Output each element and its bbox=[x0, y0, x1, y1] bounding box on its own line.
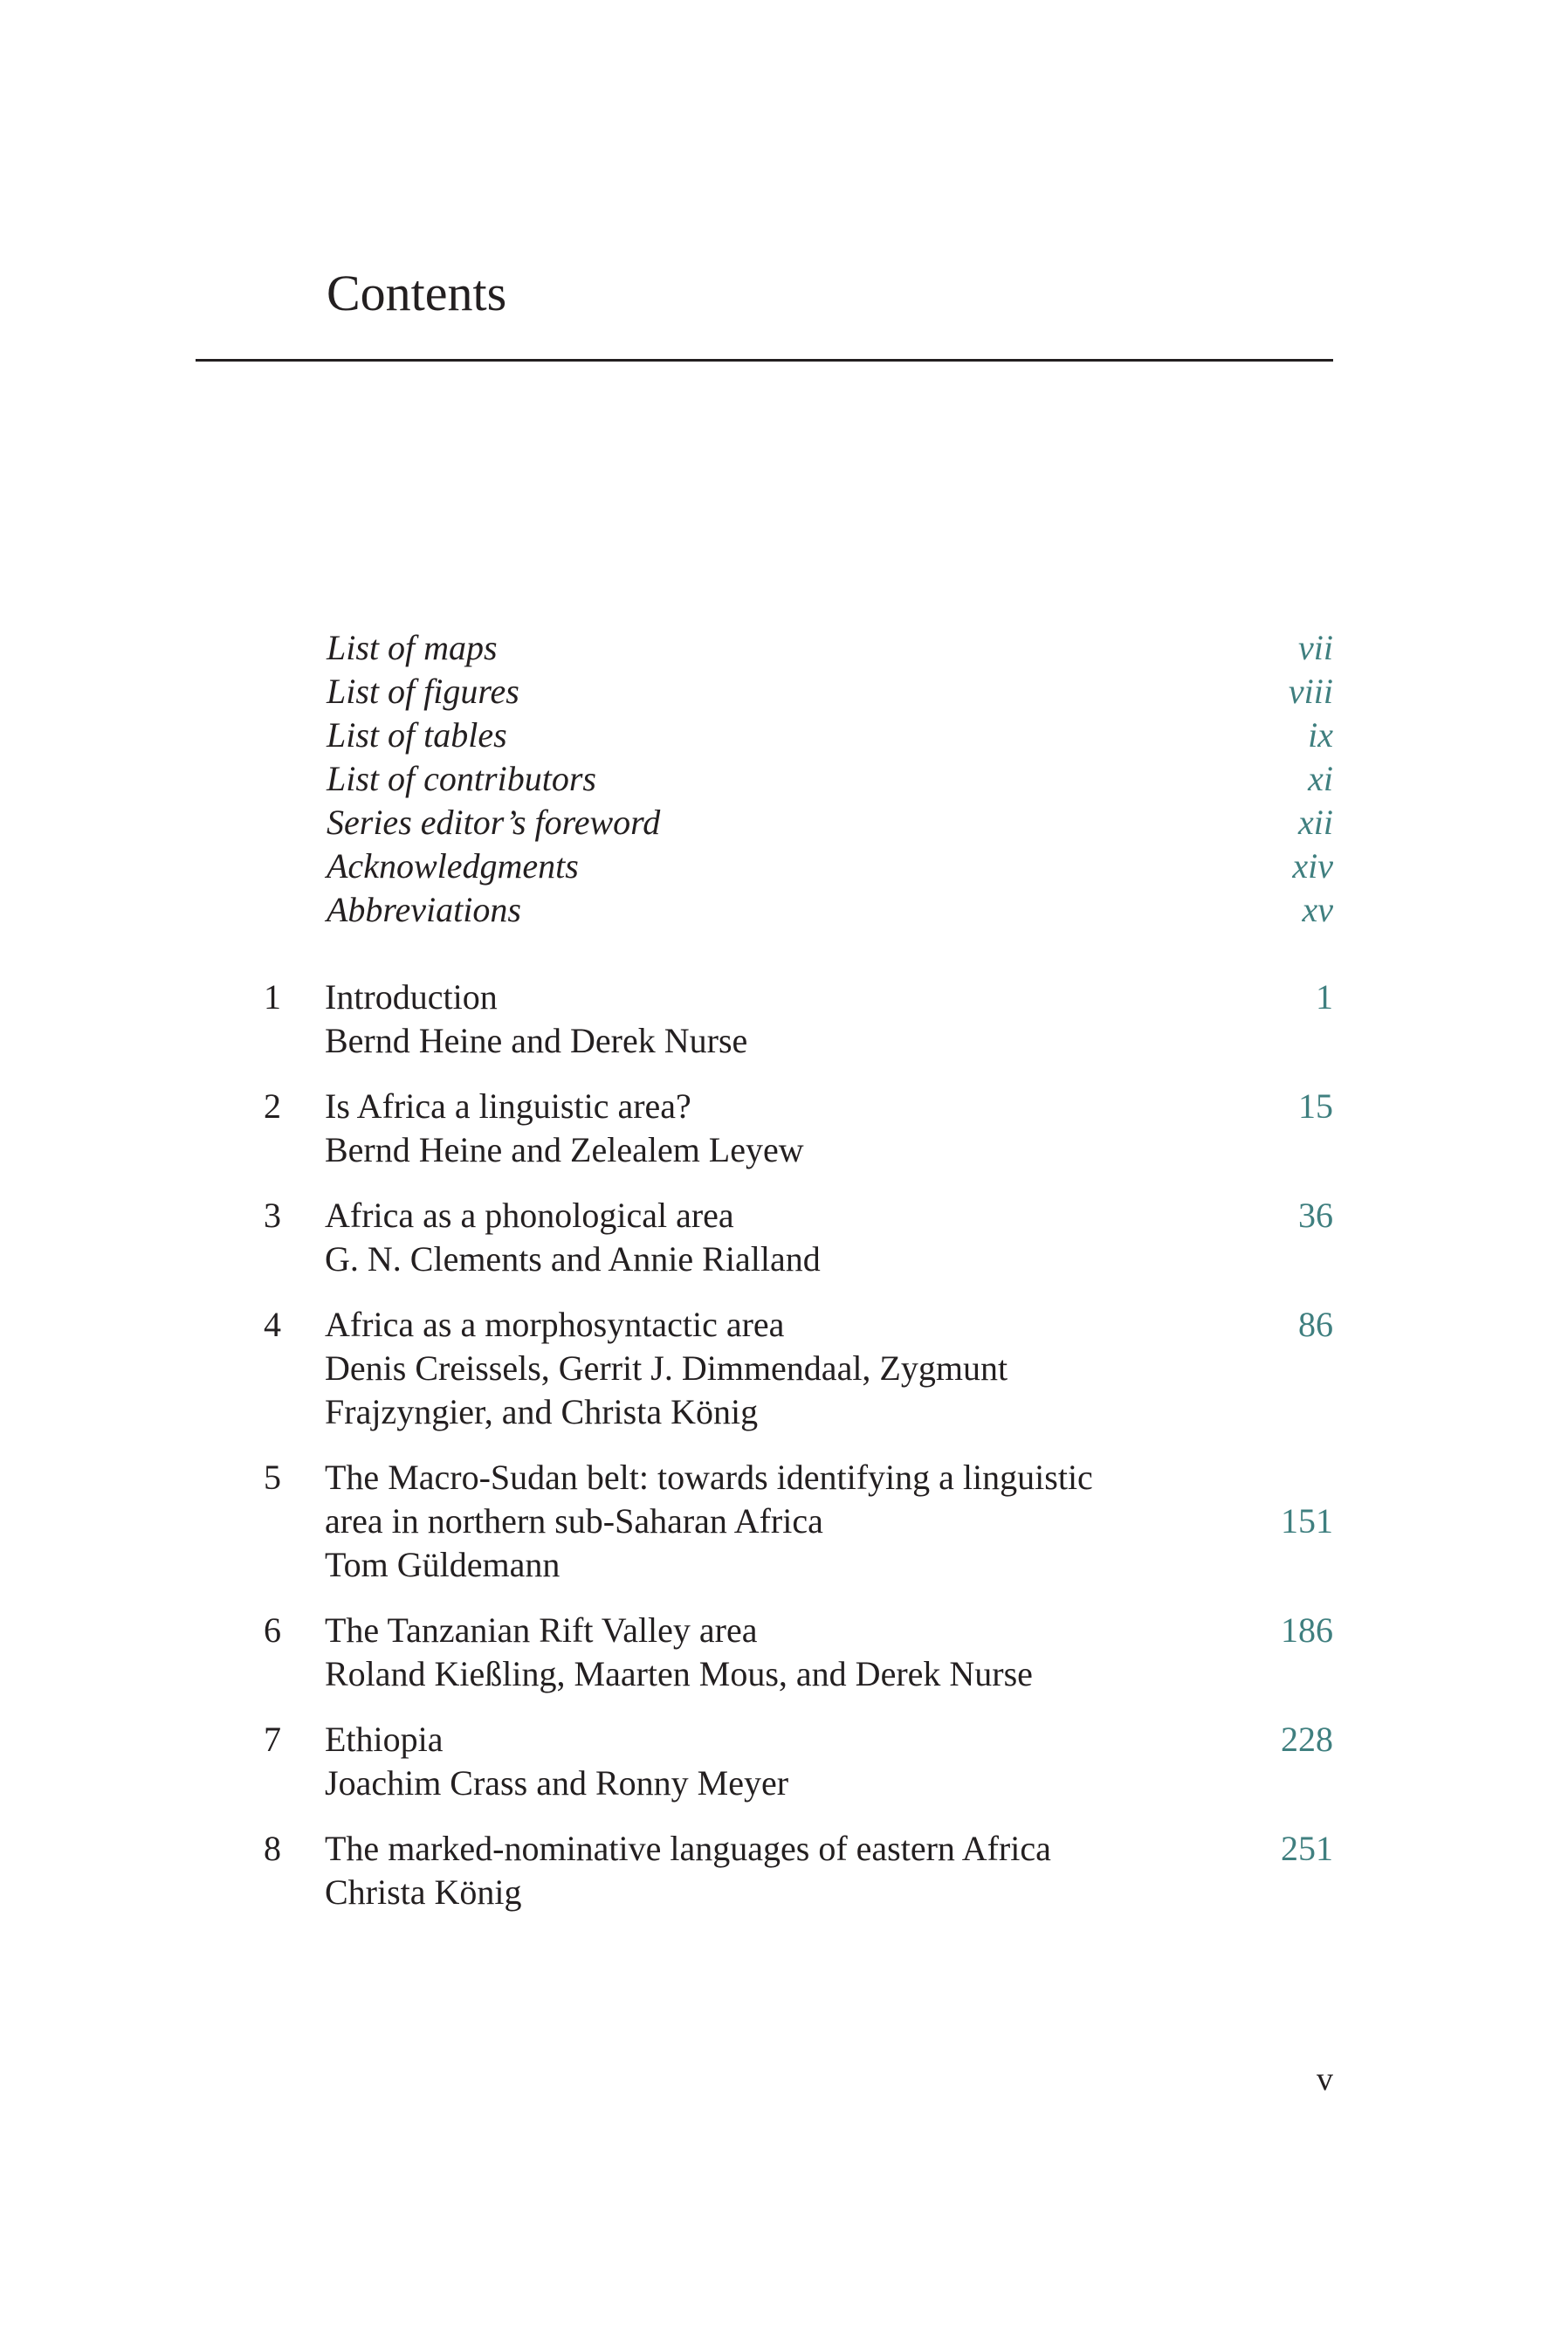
chapter-authors: G. N. Clements and Annie Rialland bbox=[325, 1239, 821, 1279]
chapter-title: area in northern sub-Saharan Africa bbox=[325, 1501, 823, 1541]
chapter-page-link[interactable]: 151 bbox=[1281, 1501, 1333, 1541]
chapter-entry[interactable] bbox=[0, 1194, 1568, 1281]
chapter-page-link[interactable]: 228 bbox=[1281, 1720, 1333, 1759]
chapter-title: Ethiopia bbox=[325, 1720, 444, 1759]
chapter-authors: Frajzyngier, and Christa König bbox=[325, 1392, 759, 1431]
front-matter-page-link[interactable]: xiv bbox=[1292, 846, 1333, 886]
chapter-number: 4 bbox=[264, 1305, 281, 1344]
chapter-entry[interactable] bbox=[0, 976, 1568, 1063]
chapter-entry[interactable] bbox=[0, 1303, 1568, 1434]
chapter-page-link[interactable]: 186 bbox=[1281, 1610, 1333, 1650]
chapter-number: 2 bbox=[264, 1086, 281, 1126]
front-matter-item[interactable] bbox=[327, 757, 1333, 801]
chapter-title: The marked-nominative languages of eastern Africa bbox=[325, 1829, 1051, 1868]
front-matter-item[interactable] bbox=[327, 888, 1333, 932]
chapter-authors: Denis Creissels, Gerrit J. Dimmendaal, Zygmunt bbox=[325, 1348, 1008, 1388]
chapter-authors: Tom Güldemann bbox=[325, 1545, 560, 1584]
chapter-page-link[interactable]: 15 bbox=[1298, 1086, 1333, 1126]
chapter-title: Introduction bbox=[325, 977, 498, 1017]
chapter-number: 8 bbox=[264, 1829, 281, 1868]
chapter-number: 5 bbox=[264, 1458, 281, 1497]
chapter-title: Africa as a morphosyntactic area bbox=[325, 1305, 785, 1344]
front-matter-page-link[interactable]: xii bbox=[1298, 803, 1333, 842]
chapter-entry[interactable] bbox=[0, 1827, 1568, 1914]
front-matter-item[interactable] bbox=[327, 714, 1333, 757]
chapter-authors: Bernd Heine and Derek Nurse bbox=[325, 1021, 748, 1060]
chapter-page-link[interactable]: 86 bbox=[1298, 1305, 1333, 1344]
chapter-page-link[interactable]: 1 bbox=[1316, 977, 1333, 1017]
front-matter-label: List of contributors bbox=[327, 759, 596, 798]
front-matter-page-link[interactable]: xv bbox=[1302, 890, 1333, 929]
front-matter-item[interactable] bbox=[327, 670, 1333, 714]
chapter-page-link[interactable]: 36 bbox=[1298, 1196, 1333, 1235]
page-folio: v bbox=[1317, 2061, 1333, 2098]
chapter-number: 3 bbox=[264, 1196, 281, 1235]
page-title: Contents bbox=[327, 265, 507, 321]
chapter-entry[interactable] bbox=[0, 1085, 1568, 1172]
chapter-title: Africa as a phonological area bbox=[325, 1196, 734, 1235]
front-matter-item[interactable] bbox=[327, 626, 1333, 670]
front-matter-label: List of figures bbox=[327, 672, 519, 711]
front-matter-page-link[interactable]: viii bbox=[1288, 672, 1333, 711]
front-matter-label: List of tables bbox=[327, 715, 507, 755]
chapter-entry[interactable] bbox=[0, 1456, 1568, 1587]
front-matter-item[interactable] bbox=[327, 801, 1333, 845]
chapter-number: 1 bbox=[264, 977, 281, 1017]
chapter-title: The Macro-Sudan belt: towards identifying a linguistic bbox=[325, 1458, 1093, 1497]
chapter-entry[interactable] bbox=[0, 1609, 1568, 1696]
chapter-list bbox=[0, 976, 1568, 1936]
front-matter-item[interactable] bbox=[327, 845, 1333, 888]
chapter-authors: Roland Kießling, Maarten Mous, and Derek Nurse bbox=[325, 1654, 1033, 1693]
chapter-title: The Tanzanian Rift Valley area bbox=[325, 1610, 758, 1650]
front-matter-list bbox=[327, 626, 1333, 932]
front-matter-page-link[interactable]: ix bbox=[1308, 715, 1333, 755]
chapter-title: Is Africa a linguistic area? bbox=[325, 1086, 691, 1126]
chapter-entry[interactable] bbox=[0, 1718, 1568, 1805]
chapter-number: 7 bbox=[264, 1720, 281, 1759]
front-matter-label: Acknowledgments bbox=[327, 846, 579, 886]
front-matter-label: List of maps bbox=[327, 628, 498, 667]
chapter-authors: Joachim Crass and Ronny Meyer bbox=[325, 1763, 789, 1803]
front-matter-label: Abbreviations bbox=[327, 890, 521, 929]
chapter-page-link[interactable]: 251 bbox=[1281, 1829, 1333, 1868]
chapter-authors: Christa König bbox=[325, 1872, 522, 1912]
heading-rule bbox=[196, 359, 1333, 362]
front-matter-label: Series editor’s foreword bbox=[327, 803, 661, 842]
front-matter-page-link[interactable]: vii bbox=[1298, 628, 1333, 667]
front-matter-page-link[interactable]: xi bbox=[1308, 759, 1333, 798]
chapter-number: 6 bbox=[264, 1610, 281, 1650]
chapter-authors: Bernd Heine and Zelealem Leyew bbox=[325, 1130, 804, 1169]
